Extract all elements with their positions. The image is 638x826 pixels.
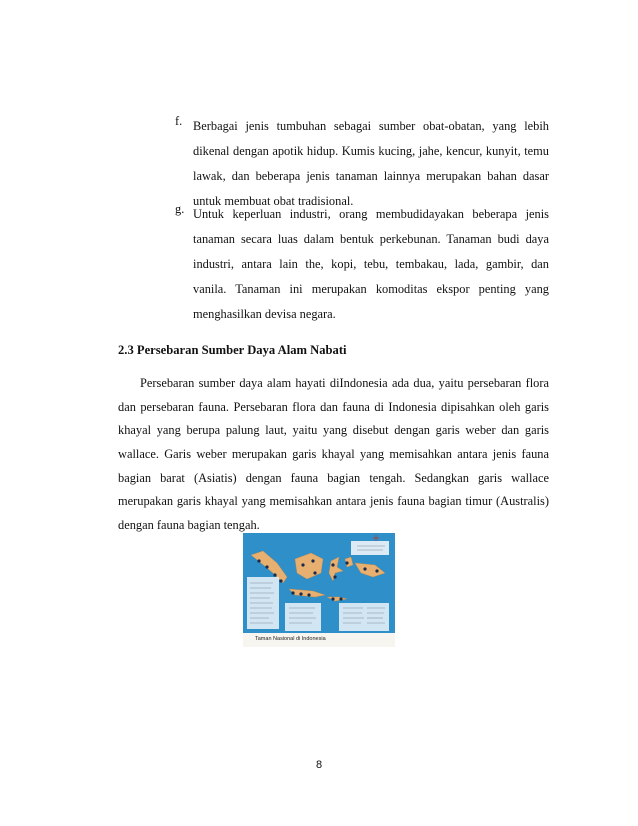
list-item-g: [175, 202, 549, 327]
paragraph-line: merupakan garis khayal yang memisahkan antara jenis fauna bagian timur (Australis): [118, 494, 549, 509]
text-line: industri, antara lain the, kopi, tebu, tembakau, lada, gambir, dan: [193, 257, 549, 271]
paragraph-line: wallace. Garis weber merupakan garis khayal yang memisahkan antara jenis fauna: [118, 447, 549, 462]
text-line: dikenal dengan apotik hidup. Kumis kucing, jahe, kencur, kunyit, temu: [193, 144, 549, 158]
figure-caption: Taman Nasional di Indonesia: [255, 636, 326, 642]
paragraph-line: dan persebaran fauna. Persebaran flora dan fauna di Indonesia dipisahkan oleh garis: [118, 399, 549, 414]
paragraph-line: khayal yang berupa palung laut, yaitu yang disebut dengan garis weber dan garis: [118, 423, 549, 438]
national-parks-map-figure: [243, 533, 395, 647]
map-legend-middle: [285, 603, 321, 631]
list-item-f: [175, 114, 549, 214]
text-line: Berbagai jenis tumbuhan sebagai sumber obat-obatan, yang lebih: [193, 119, 549, 133]
list-marker: g.: [175, 202, 185, 216]
paragraph-line: Persebaran sumber daya alam hayati diIndonesia ada dua, yaitu persebaran flora: [140, 376, 549, 390]
text-line: lawak, dan beberapa jenis tanaman lainnya merupakan bahan dasar: [193, 169, 549, 183]
map-key-box: [351, 541, 389, 555]
text-line: vanila. Tanaman ini merupakan komoditas ekspor penting yang: [193, 282, 549, 296]
indonesia-map-image: [243, 533, 395, 647]
map-legend-right: [339, 603, 389, 631]
paragraph-line: bagian barat (Asiatis) dengan fauna bagian tengah. Sedangkan garis wallace: [118, 470, 549, 485]
page-number: 8: [315, 759, 323, 771]
text-line: menghasilkan devisa negara.: [193, 307, 336, 321]
text-line: tanaman secara luas dalam bentuk perkebunan. Tanaman budi daya: [193, 232, 549, 246]
list-marker: f.: [175, 114, 183, 128]
text-line: untuk membuat obat tradisional.: [193, 194, 354, 208]
section-heading: 2.3 Persebaran Sumber Daya Alam Nabati: [118, 343, 347, 357]
list-item-text: [193, 114, 549, 214]
paragraph-line: dengan fauna bagian tengah.: [118, 518, 260, 533]
list-item-text: [193, 202, 549, 327]
section-paragraph: [118, 372, 549, 538]
text-line: Untuk keperluan industri, orang membudidayakan beberapa jenis: [193, 207, 549, 221]
